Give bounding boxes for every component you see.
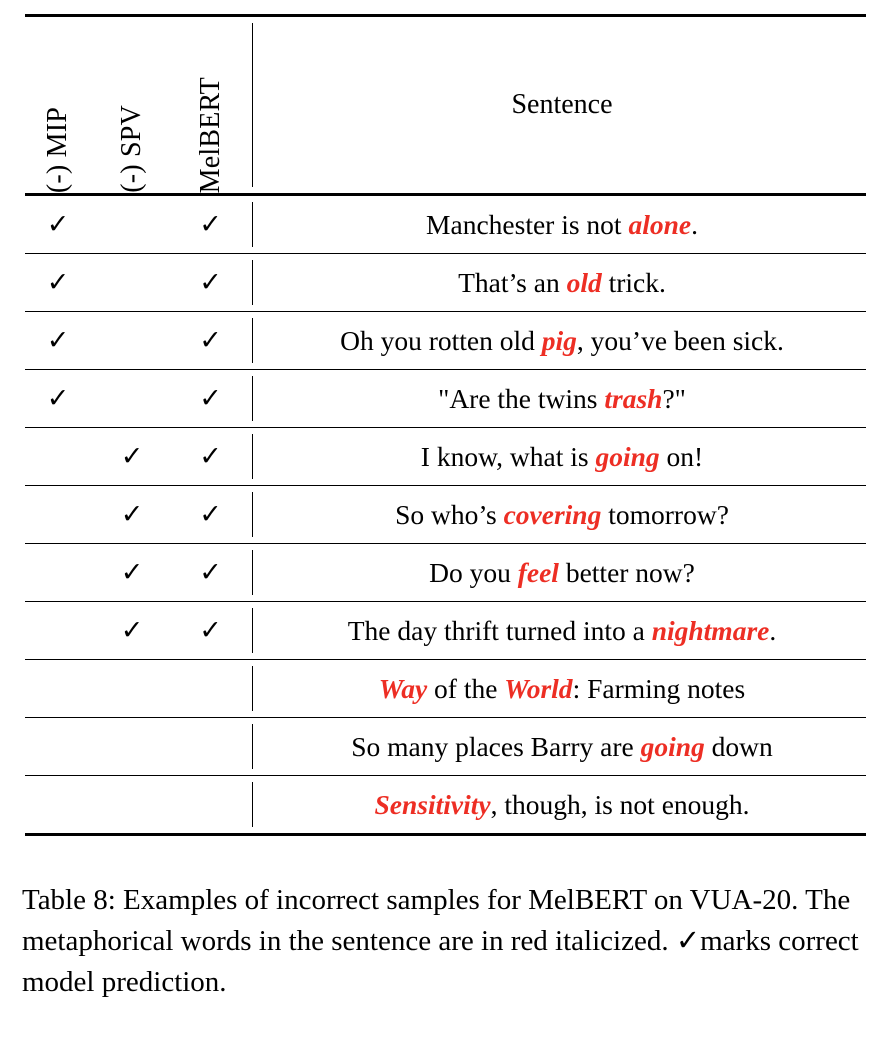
sentence-text [395, 499, 729, 531]
sentence-text [458, 267, 666, 299]
sentence-fragment: I know, what is [420, 440, 596, 472]
checkmark-icon: ✓ [120, 615, 144, 645]
column-header-sentence-label: Sentence [511, 89, 613, 120]
sentence-fragment: "Are the twins [438, 382, 605, 414]
table-row [25, 602, 866, 659]
sentence-text [421, 441, 703, 473]
cell-sentence [258, 254, 866, 311]
cell-check-mip [25, 718, 91, 775]
sentence-fragment: , though, is not enough. [490, 788, 750, 820]
sentence-fragment: So who’s [395, 498, 504, 530]
table-caption: Table 8: Examples of incorrect samples for MelBERT on VUA-20. The metaphorical words in the sentence are in red italicized. ✓marks correct model prediction. [22, 884, 859, 999]
cell-sentence [258, 718, 866, 775]
checkmark-icon: ✓ [46, 209, 70, 239]
sentence-text [438, 383, 686, 415]
cell-check-melbert [173, 660, 248, 717]
checkmark-icon: ✓ [120, 557, 144, 587]
cell-sentence [258, 544, 866, 601]
checkmark-icon: ✓ [199, 267, 222, 297]
checkmark-icon: ✓ [46, 383, 70, 413]
metaphor-word: going [640, 730, 705, 762]
column-divider-rule [248, 602, 258, 659]
metaphor-word: covering [503, 498, 602, 530]
table-row [25, 660, 866, 717]
column-divider-rule [248, 196, 258, 253]
table-row [25, 370, 866, 427]
cell-check-spv [91, 428, 173, 485]
cell-check-spv [91, 660, 173, 717]
checkmark-icon: ✓ [46, 267, 70, 297]
column-divider-rule [248, 428, 258, 485]
metaphor-word: Sensitivity [374, 788, 491, 820]
column-divider-rule [248, 370, 258, 427]
column-header-melbert [173, 17, 248, 193]
metaphor-word: trash [604, 382, 663, 414]
checkmark-icon: ✓ [199, 441, 222, 471]
cell-check-spv [91, 254, 173, 311]
sentence-fragment: Oh you rotten old [340, 324, 542, 356]
sentence-fragment: Do you [429, 556, 518, 588]
metaphor-word: feel [517, 556, 559, 588]
sentence-text [429, 557, 695, 589]
sentence-fragment: on! [659, 440, 704, 472]
column-divider-rule [248, 544, 258, 601]
metaphor-word: old [566, 266, 602, 298]
table-row [25, 312, 866, 369]
cell-check-spv [91, 370, 173, 427]
table-row [25, 718, 866, 775]
sentence-fragment: tomorrow? [601, 498, 729, 530]
column-header-mip [25, 17, 91, 193]
cell-check-mip [25, 254, 91, 311]
cell-check-spv [91, 718, 173, 775]
sentence-text [379, 673, 745, 705]
checkmark-icon: ✓ [199, 557, 222, 587]
cell-check-mip [25, 544, 91, 601]
column-divider-rule [248, 17, 258, 193]
table-body [25, 196, 866, 833]
sentence-fragment: Manchester is not [426, 208, 629, 240]
sentence-fragment: : Farming notes [572, 672, 746, 704]
metaphor-word: World [504, 672, 573, 704]
table-row [25, 196, 866, 253]
checkmark-icon: ✓ [199, 499, 222, 529]
checkmark-icon: ✓ [120, 499, 144, 529]
cell-check-melbert [173, 196, 248, 253]
cell-check-melbert [173, 428, 248, 485]
column-divider-rule [248, 660, 258, 717]
column-header-sentence [258, 17, 866, 193]
checkmark-icon: ✓ [199, 615, 222, 645]
results-table [25, 14, 866, 836]
checkmark-icon: ✓ [46, 325, 70, 355]
column-divider-rule [248, 776, 258, 833]
cell-sentence [258, 428, 866, 485]
sentence-fragment: better now? [558, 556, 695, 588]
column-divider-rule [248, 718, 258, 775]
cell-check-mip [25, 776, 91, 833]
column-divider-rule [248, 312, 258, 369]
column-divider-rule [248, 254, 258, 311]
sentence-text [426, 209, 698, 241]
table-row [25, 428, 866, 485]
checkmark-icon: ✓ [199, 325, 222, 355]
cell-check-spv [91, 312, 173, 369]
checkmark-icon: ✓ [199, 383, 222, 413]
cell-sentence [258, 486, 866, 543]
cell-check-spv [91, 776, 173, 833]
column-header-spv [91, 17, 173, 193]
cell-check-mip [25, 312, 91, 369]
table-row [25, 776, 866, 833]
cell-sentence [258, 776, 866, 833]
cell-check-melbert [173, 718, 248, 775]
column-header-spv-label: (-) SPV [116, 105, 147, 193]
cell-sentence [258, 312, 866, 369]
sentence-text [351, 731, 773, 763]
cell-check-mip [25, 428, 91, 485]
sentence-fragment: ?" [662, 382, 686, 414]
table-row [25, 254, 866, 311]
cell-sentence [258, 196, 866, 253]
cell-check-melbert [173, 602, 248, 659]
cell-check-melbert [173, 776, 248, 833]
sentence-fragment: . [769, 614, 777, 646]
cell-check-spv [91, 196, 173, 253]
sentence-text [340, 325, 784, 357]
cell-check-mip [25, 602, 91, 659]
cell-check-melbert [173, 486, 248, 543]
checkmark-icon: ✓ [120, 441, 144, 471]
metaphor-word: alone [628, 208, 692, 240]
sentence-fragment: That’s an [458, 266, 567, 298]
cell-check-melbert [173, 544, 248, 601]
checkmark-icon: ✓ [199, 209, 222, 239]
cell-check-mip [25, 486, 91, 543]
column-divider-rule [248, 486, 258, 543]
sentence-fragment: , you’ve been sick. [576, 324, 784, 356]
cell-check-mip [25, 196, 91, 253]
metaphor-word: going [595, 440, 660, 472]
cell-check-spv [91, 544, 173, 601]
metaphor-word: pig [541, 324, 577, 356]
column-header-melbert-label: MelBERT [194, 76, 226, 193]
cell-check-mip [25, 660, 91, 717]
cell-check-mip [25, 370, 91, 427]
cell-sentence [258, 370, 866, 427]
table-header-row [25, 17, 866, 193]
sentence-text [348, 615, 776, 647]
metaphor-word: Way [378, 672, 428, 704]
sentence-fragment: down [704, 730, 773, 762]
table-row [25, 544, 866, 601]
sentence-text [374, 789, 749, 821]
cell-check-melbert [173, 370, 248, 427]
cell-sentence [258, 660, 866, 717]
cell-check-melbert [173, 312, 248, 369]
table-bottom-rule [25, 833, 866, 836]
sentence-fragment: So many places Barry are [351, 730, 641, 762]
cell-sentence [258, 602, 866, 659]
sentence-fragment: The day thrift turned into a [347, 614, 652, 646]
cell-check-melbert [173, 254, 248, 311]
sentence-fragment: trick. [601, 266, 666, 298]
sentence-fragment: of the [427, 672, 505, 704]
column-header-mip-label: (-) MIP [42, 106, 73, 193]
sentence-fragment: . [691, 208, 698, 240]
cell-check-spv [91, 602, 173, 659]
cell-check-spv [91, 486, 173, 543]
table-row [25, 486, 866, 543]
metaphor-word: nightmare [651, 614, 770, 646]
